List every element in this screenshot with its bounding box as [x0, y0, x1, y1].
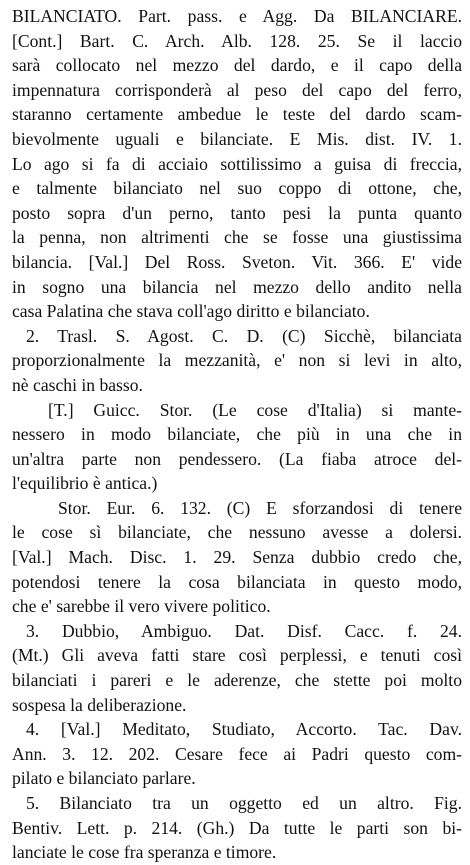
text-line: impennatura corrisponderà al peso del capo del ferro,	[12, 79, 462, 100]
text-line: 3. Dubbio, Ambiguo. Dat. Disf. Cacc. f. 24.	[26, 620, 462, 641]
text-line: staranno certamente ambedue le teste del dardo scam-	[12, 104, 462, 125]
text-line: e talmente bilanciato nel suo coppo di ottone, che,	[12, 178, 462, 199]
text-line: in sogno una bilancia nel mezzo dello andito nella	[12, 276, 462, 297]
text-line: nè caschi in basso.	[12, 374, 143, 395]
text-line: [Val.] Mach. Disc. 1. 29. Senza dubbio credo che,	[12, 547, 462, 568]
text-line: Stor. Eur. 6. 132. (C) E sforzandosi di tenere	[58, 497, 462, 518]
text-line: bievolmente uguali e bilanciate. E Mis. dist. IV. 1.	[12, 128, 462, 149]
text-line: proporzionalmente la mezzanità, e' non si levi in alto,	[12, 350, 462, 371]
text-line: [Cont.] Bart. C. Arch. Alb. 128. 25. Se il laccio	[12, 30, 462, 51]
text-line: [T.] Guicc. Stor. (Le cose d'Italia) si mante-	[48, 399, 462, 420]
text-line: pilato e bilanciato parlare.	[12, 768, 196, 789]
text-line: 4. [Val.] Meditato, Studiato, Accorto. Tac. Dav.	[26, 719, 462, 740]
text-line: le cose sì bilanciate, che nessuno avesse a dolersi.	[12, 522, 462, 543]
text-line: bilancia. [Val.] Del Ross. Sveton. Vit. 366. E' vide	[12, 251, 462, 272]
text-line: sarà collocato nel mezzo del dardo, e il capo della	[12, 55, 462, 76]
text-line: bilanciati i pareri e le aderenze, che stette poi molto	[12, 670, 462, 691]
text-line: potendosi tenere la cosa bilanciata in questo modo,	[12, 571, 462, 592]
text-line: Bentiv. Lett. p. 214. (Gh.) Da tutte le parti son bi-	[12, 817, 462, 838]
text-line: che e' sarebbe il vero vivere politico.	[12, 596, 271, 617]
text-line: lanciate le cose fra speranza e timore.	[12, 842, 277, 863]
text-line: 2. Trasl. S. Agost. C. D. (C) Sicchè, bilanciata	[26, 325, 462, 346]
text-line: Ann. 3. 12. 202. Cesare fece ai Padri questo com-	[12, 743, 462, 764]
text-line: Lo ago si fa di acciaio sottilissimo a guisa di freccia,	[12, 153, 462, 174]
text-line: la penna, non altrimenti che se fosse una giustissima	[12, 227, 462, 248]
text-line: 5. Bilanciato tra un oggetto ed un altro. Fig.	[26, 793, 462, 813]
text-line: posto sopra d'un perno, tanto pesi la punta quanto	[12, 202, 462, 223]
text-line: un'altra parte non pendessero. (La fiaba atroce del-	[12, 448, 462, 469]
text-line: l'equilibrio è antica.)	[12, 473, 158, 494]
text-line: casa Palatina che stava coll'ago diritto e bilanciato.	[12, 301, 370, 322]
text-line: sospesa la deliberazione.	[12, 694, 187, 715]
text-line: nessero in modo bilanciate, che più in una che in	[12, 424, 462, 445]
text-line: BILANCIATO. Part. pass. e Agg. Da BILANCIARE.	[12, 6, 462, 26]
text-line: (Mt.) Gli aveva fatti stare così perplessi, e tenuti così	[12, 645, 462, 666]
